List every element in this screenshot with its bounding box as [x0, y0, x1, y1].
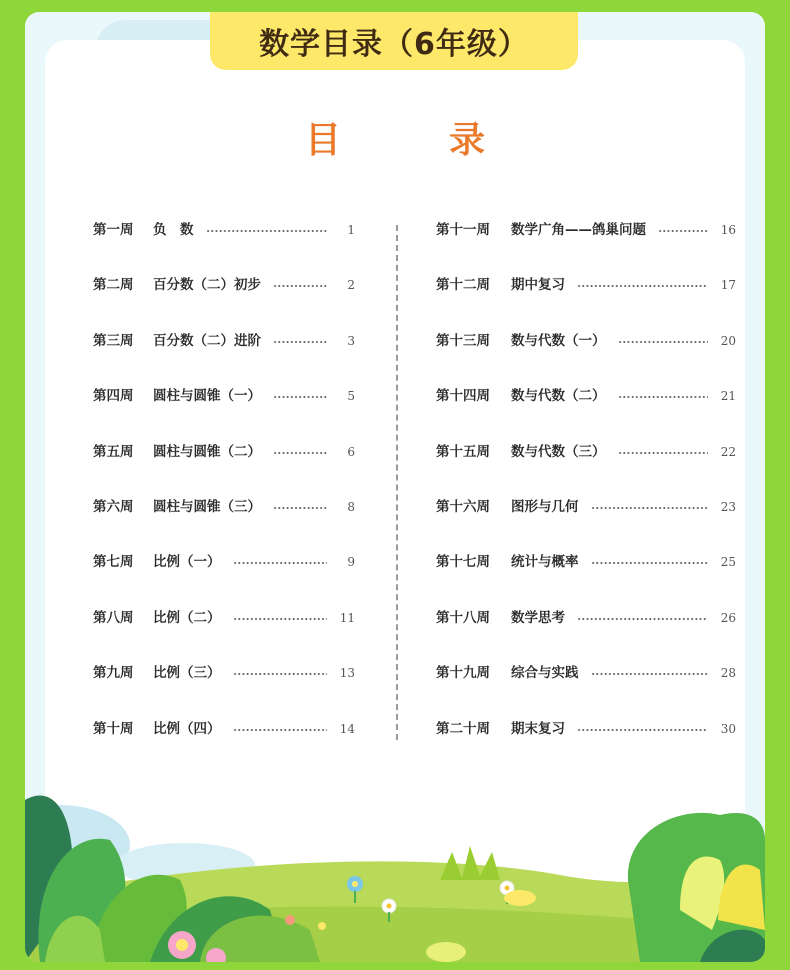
toc-topic: 圆柱与圆锥（一）	[153, 388, 261, 405]
toc-page-number: 17	[720, 278, 736, 293]
page-title: 数学目录（6年级）	[210, 12, 578, 70]
toc-page-number: 5	[347, 389, 355, 404]
toc-row[interactable]	[93, 432, 355, 487]
toc-topic: 数与代数（三）	[511, 443, 606, 460]
toc-topic: 比例（三）	[153, 665, 221, 682]
toc-page-number: 28	[720, 666, 736, 681]
toc-row[interactable]	[436, 653, 736, 708]
dot-leader	[233, 618, 328, 620]
toc-topic: 圆柱与圆锥（二）	[153, 443, 261, 460]
toc-row[interactable]	[93, 265, 355, 320]
toc-row[interactable]	[93, 598, 355, 653]
toc-heading	[0, 112, 790, 163]
toc-row[interactable]	[93, 653, 355, 708]
toc-page-number: 1	[347, 223, 355, 237]
dot-leader	[273, 507, 327, 509]
toc-week: 第五周	[93, 443, 134, 460]
toc-week: 第十九周	[436, 665, 490, 682]
toc-week: 第十七周	[436, 554, 490, 571]
dot-leader	[577, 285, 708, 287]
toc-topic: 数学思考	[511, 609, 565, 626]
dot-leader	[273, 396, 327, 398]
dot-leader	[591, 673, 709, 675]
toc-page-number: 3	[347, 333, 355, 348]
toc-page-number: 26	[720, 610, 736, 625]
toc-heading-char: 目	[304, 120, 341, 161]
column-divider	[396, 225, 398, 740]
toc-row[interactable]	[93, 487, 355, 542]
toc-row[interactable]	[436, 432, 736, 487]
toc-week: 第三周	[93, 332, 134, 349]
toc-row[interactable]	[93, 542, 355, 597]
toc-page-number: 11	[339, 610, 355, 625]
toc-page-number: 6	[347, 444, 355, 459]
dot-leader	[273, 285, 327, 287]
toc-topic: 期末复习	[511, 720, 565, 737]
toc-row[interactable]	[93, 210, 355, 265]
toc-week: 第十三周	[436, 332, 490, 349]
toc-topic: 比例（四）	[153, 720, 221, 737]
toc-topic: 数与代数（二）	[511, 388, 606, 405]
toc-page-number: 2	[347, 278, 355, 293]
toc-page-number: 22	[720, 444, 736, 459]
toc-row[interactable]	[436, 598, 736, 653]
toc-page-number: 8	[347, 499, 355, 514]
toc-week: 第七周	[93, 554, 134, 571]
toc-week: 第四周	[93, 388, 134, 405]
toc-row[interactable]	[436, 542, 736, 597]
toc-row[interactable]	[436, 376, 736, 431]
dot-leader	[273, 341, 327, 343]
toc-page-number: 16	[720, 223, 736, 237]
toc-topic: 百分数（二）初步	[153, 277, 261, 294]
dot-leader	[233, 562, 328, 564]
toc-topic: 百分数（二）进阶	[153, 332, 261, 349]
toc-left-column	[93, 210, 355, 764]
toc-week: 第八周	[93, 609, 134, 626]
dot-leader	[591, 507, 709, 509]
toc-page-number: 25	[720, 555, 736, 570]
toc-week: 第二十周	[436, 720, 490, 737]
toc-week: 第十四周	[436, 388, 490, 405]
dot-leader	[618, 396, 709, 398]
toc-row[interactable]	[436, 210, 736, 265]
toc-page-number: 13	[339, 666, 355, 681]
toc-heading-char: 录	[449, 120, 486, 161]
toc-right-column	[436, 210, 736, 764]
dot-leader	[233, 673, 328, 675]
toc-week: 第十八周	[436, 609, 490, 626]
toc-topic: 负 数	[153, 222, 194, 238]
dot-leader	[618, 341, 709, 343]
toc-topic: 期中复习	[511, 277, 565, 294]
toc-topic: 统计与概率	[511, 554, 579, 571]
toc-page-number: 30	[720, 721, 736, 736]
toc-week: 第十六周	[436, 498, 490, 515]
toc-topic: 综合与实践	[511, 665, 579, 682]
toc-week: 第二周	[93, 277, 134, 294]
toc-topic: 数学广角——鸽巢问题	[511, 222, 646, 238]
toc-week: 第十周	[93, 720, 134, 737]
dot-leader	[618, 452, 709, 454]
toc-topic: 圆柱与圆锥（三）	[153, 498, 261, 515]
dot-leader	[233, 729, 328, 731]
dot-leader	[206, 230, 328, 232]
toc-week: 第十一周	[436, 222, 490, 238]
dot-leader	[577, 729, 708, 731]
toc-page-number: 20	[720, 333, 736, 348]
toc-row[interactable]	[93, 376, 355, 431]
toc-topic: 数与代数（一）	[511, 332, 606, 349]
toc-row[interactable]	[93, 709, 355, 764]
toc-row[interactable]	[93, 321, 355, 376]
toc-page-number: 21	[720, 389, 736, 404]
toc-week: 第十五周	[436, 443, 490, 460]
toc-week: 第九周	[93, 665, 134, 682]
toc-week: 第十二周	[436, 277, 490, 294]
toc-topic: 图形与几何	[511, 498, 579, 515]
toc-topic: 比例（二）	[153, 609, 221, 626]
dot-leader	[658, 230, 708, 232]
toc-week: 第六周	[93, 498, 134, 515]
toc-row[interactable]	[436, 265, 736, 320]
dot-leader	[591, 562, 709, 564]
dot-leader	[577, 618, 708, 620]
toc-row[interactable]	[436, 709, 736, 764]
toc-row[interactable]	[436, 487, 736, 542]
dot-leader	[273, 452, 327, 454]
toc-topic: 比例（一）	[153, 554, 221, 571]
toc-row[interactable]	[436, 321, 736, 376]
toc-page-number: 23	[720, 499, 736, 514]
toc-page-number: 14	[339, 721, 355, 736]
toc-page-number: 9	[347, 555, 355, 570]
toc-week: 第一周	[93, 222, 134, 238]
